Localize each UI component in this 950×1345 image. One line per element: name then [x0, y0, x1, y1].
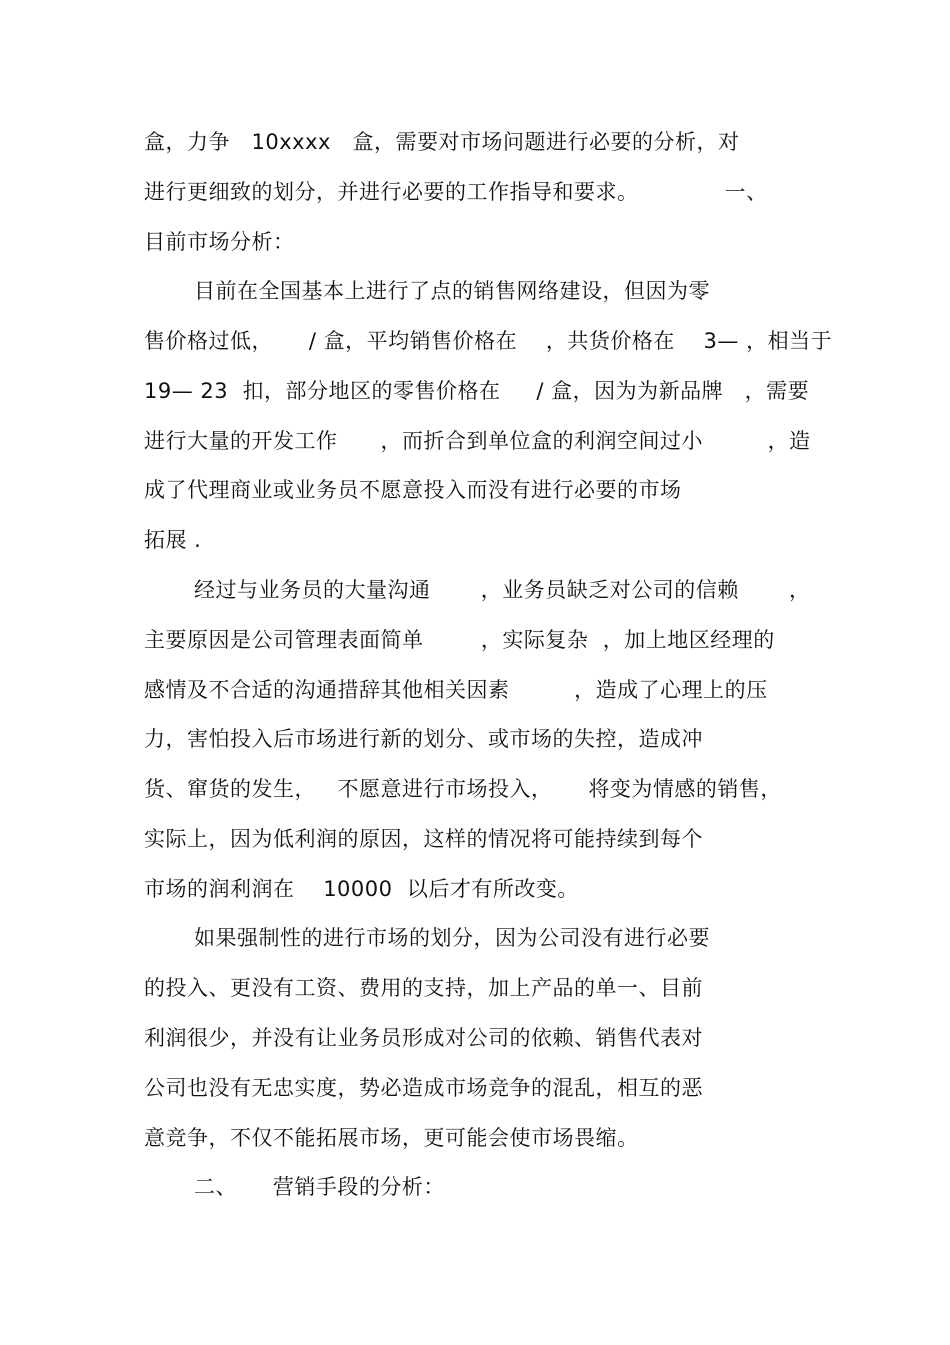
- text-line: 利润很少，并没有让业务员形成对公司的依赖、销售代表对: [144, 1026, 703, 1050]
- text-line: 盒，力争 10xxxx 盒，需要对市场问题进行必要的分析，对: [144, 130, 740, 154]
- text-line: 拓展 .: [144, 528, 202, 552]
- text-line: 主要原因是公司管理表面简单 ，实际复杂 ，加上地区经理的: [144, 628, 775, 652]
- section-heading: 二、 营销手段的分析：: [194, 1175, 445, 1199]
- text-line: 实际上，因为低利润的原因，这样的情况将可能持续到每个: [144, 827, 703, 851]
- paragraph-start: 如果强制性的进行市场的划分，因为公司没有进行必要: [194, 926, 710, 950]
- text-line: 售价格过低， / 盒，平均销售价格在 ，共货价格在 3— ，相当于: [144, 329, 833, 353]
- text-line: 的投入、更没有工资、费用的支持，加上产品的单一、目前: [144, 976, 703, 1000]
- text-line: 成了代理商业或业务员不愿意投入而没有进行必要的市场: [144, 478, 682, 502]
- text-line: 市场的润利润在 10000 以后才有所改变。: [144, 877, 579, 901]
- text-line: 货、窜货的发生， 不愿意进行市场投入， 将变为情感的销售，: [144, 777, 782, 801]
- text-line: 感情及不合适的沟通措辞其他相关因素 ，造成了心理上的压: [144, 678, 768, 702]
- text-line: 公司也没有无忠实度，势必造成市场竞争的混乱，相互的恶: [144, 1076, 703, 1100]
- paragraph-start: 目前在全国基本上进行了点的销售网络建设，但因为零: [194, 279, 710, 303]
- text-line: 意竞争，不仅不能拓展市场，更可能会使市场畏缩。: [144, 1126, 639, 1150]
- text-line: 进行更细致的划分，并进行必要的工作指导和要求。 一、: [144, 180, 768, 204]
- text-line: 19— 23 扣，部分地区的零售价格在 / 盒，因为为新品牌 ，需要: [144, 379, 810, 403]
- text-line: 力，害怕投入后市场进行新的划分、或市场的失控，造成冲: [144, 727, 703, 751]
- section-heading: 目前市场分析：: [144, 230, 295, 254]
- text-line: 进行大量的开发工作 ，而折合到单位盒的利润空间过小 ，造: [144, 429, 811, 453]
- paragraph-start: 经过与业务员的大量沟通 ，业务员缺乏对公司的信赖 ，: [194, 578, 811, 602]
